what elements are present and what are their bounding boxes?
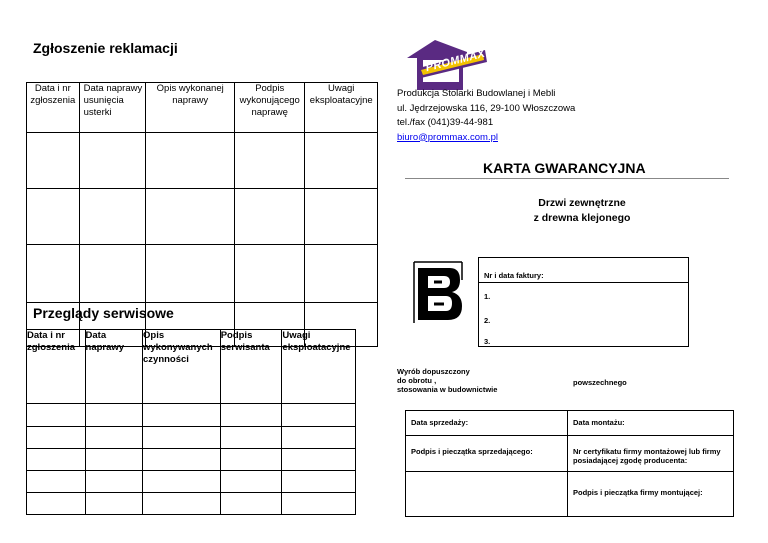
service-col-description: Opis wykonywanych czynności [143,330,221,404]
table-row [27,493,356,515]
product-line-1: Drzwi zewnętrzne [538,197,626,209]
sale-date-label[interactable]: Data sprzedaży: [411,418,469,427]
install-date-label[interactable]: Data montażu: [573,418,625,427]
table-row [27,471,356,493]
divider [479,282,688,283]
table-cell[interactable] [305,189,378,245]
table-row [27,449,356,471]
table-cell[interactable] [143,404,221,427]
divider [406,471,567,472]
table-cell[interactable] [146,245,235,303]
table-cell[interactable] [305,133,378,189]
complaints-header-row [27,83,378,133]
table-row [27,189,378,245]
table-cell[interactable] [234,189,304,245]
table-cell[interactable] [220,493,282,515]
table-cell[interactable] [27,493,86,515]
table-cell[interactable] [143,471,221,493]
complaints-title: Zgłoszenie reklamacji [33,40,178,56]
invoice-label: Nr i data faktury: [484,271,544,280]
complaints-col-date: Data i nr zgłoszenia [27,83,80,133]
company-phone: tel./fax (041)39-44-981 [397,117,494,128]
table-cell[interactable] [234,245,304,303]
logo-text: PROMMAX [424,47,487,75]
service-col-signature: Podpis serwisanta [220,330,282,404]
invoice-line-2[interactable]: 2. [484,316,491,325]
table-cell[interactable] [143,427,221,449]
product-name [400,196,764,226]
table-cell[interactable] [27,404,86,427]
complaints-col-signature: Podpis wykonującego naprawę [234,83,304,133]
divider [567,411,568,516]
service-col-notes: Uwagi eksploatacyjne [282,330,356,404]
table-cell[interactable] [85,449,142,471]
service-col-repair-date: Data naprawy [85,330,142,404]
product-line-2: z drewna klejonego [533,212,631,224]
title-divider [405,178,729,179]
service-header-row [27,330,356,404]
table-cell[interactable] [234,133,304,189]
invoice-box [478,257,689,347]
table-cell[interactable] [79,133,146,189]
table-cell[interactable] [282,404,356,427]
table-row [27,427,356,449]
company-info [397,87,575,145]
table-cell[interactable] [146,189,235,245]
cert-number-label[interactable]: Nr certyfikatu firmy montażowej lub firmy posiadającej zgodę producenta: [573,447,721,465]
table-cell[interactable] [220,471,282,493]
complaints-col-description: Opis wykonanej naprawy [146,83,235,133]
table-cell[interactable] [282,449,356,471]
prommax-logo [405,38,489,94]
service-col-date: Data i nr zgłoszenia [27,330,86,404]
divider [567,471,733,472]
company-name: Produkcja Stolarki Budowlanej i Mebli [397,88,556,99]
table-cell[interactable] [27,245,80,303]
table-cell[interactable] [305,245,378,303]
sale-install-box [405,410,734,517]
table-cell[interactable] [220,427,282,449]
divider [406,435,733,436]
invoice-line-3[interactable]: 3. [484,337,491,346]
service-table [26,329,356,515]
invoice-line-1[interactable]: 1. [484,292,491,301]
approval-text [397,367,497,394]
table-cell[interactable] [79,189,146,245]
company-address: ul. Jędrzejowska 116, 29-100 Włoszczowa [397,102,576,114]
complaints-col-repair-date: Data naprawy usunięcia usterki [79,83,146,133]
table-cell[interactable] [27,189,80,245]
table-cell[interactable] [85,493,142,515]
approval-line-2: do obrotu , [397,376,437,385]
table-cell[interactable] [282,427,356,449]
table-cell[interactable] [143,493,221,515]
table-cell[interactable] [27,133,80,189]
table-cell[interactable] [27,449,86,471]
table-cell[interactable] [85,471,142,493]
table-cell[interactable] [143,449,221,471]
table-cell[interactable] [79,245,146,303]
complaints-col-notes: Uwagi eksploatacyjne [305,83,378,133]
approval-word: powszechnego [573,378,627,387]
table-cell[interactable] [85,427,142,449]
table-cell[interactable] [27,471,86,493]
table-row [27,245,378,303]
table-row [27,404,356,427]
company-email-link[interactable]: biuro@prommax.com.pl [397,131,498,143]
table-cell[interactable] [27,427,86,449]
table-cell[interactable] [146,133,235,189]
card-title: KARTA GWARANCYJNA [483,160,646,176]
table-cell[interactable] [85,404,142,427]
table-row [27,133,378,189]
approval-line-1: Wyrób dopuszczony [397,367,470,376]
service-title: Przeglądy serwisowe [33,305,174,321]
table-cell[interactable] [220,449,282,471]
table-cell[interactable] [220,404,282,427]
seller-sign-label[interactable]: Podpis i pieczątka sprzedającego: [411,447,533,456]
b-mark-logo [412,260,464,325]
table-cell[interactable] [282,493,356,515]
approval-line-3: stosowania w budownictwie [397,385,498,394]
table-cell[interactable] [282,471,356,493]
installer-sign-label[interactable]: Podpis i pieczątka firmy montującej: [573,488,703,497]
